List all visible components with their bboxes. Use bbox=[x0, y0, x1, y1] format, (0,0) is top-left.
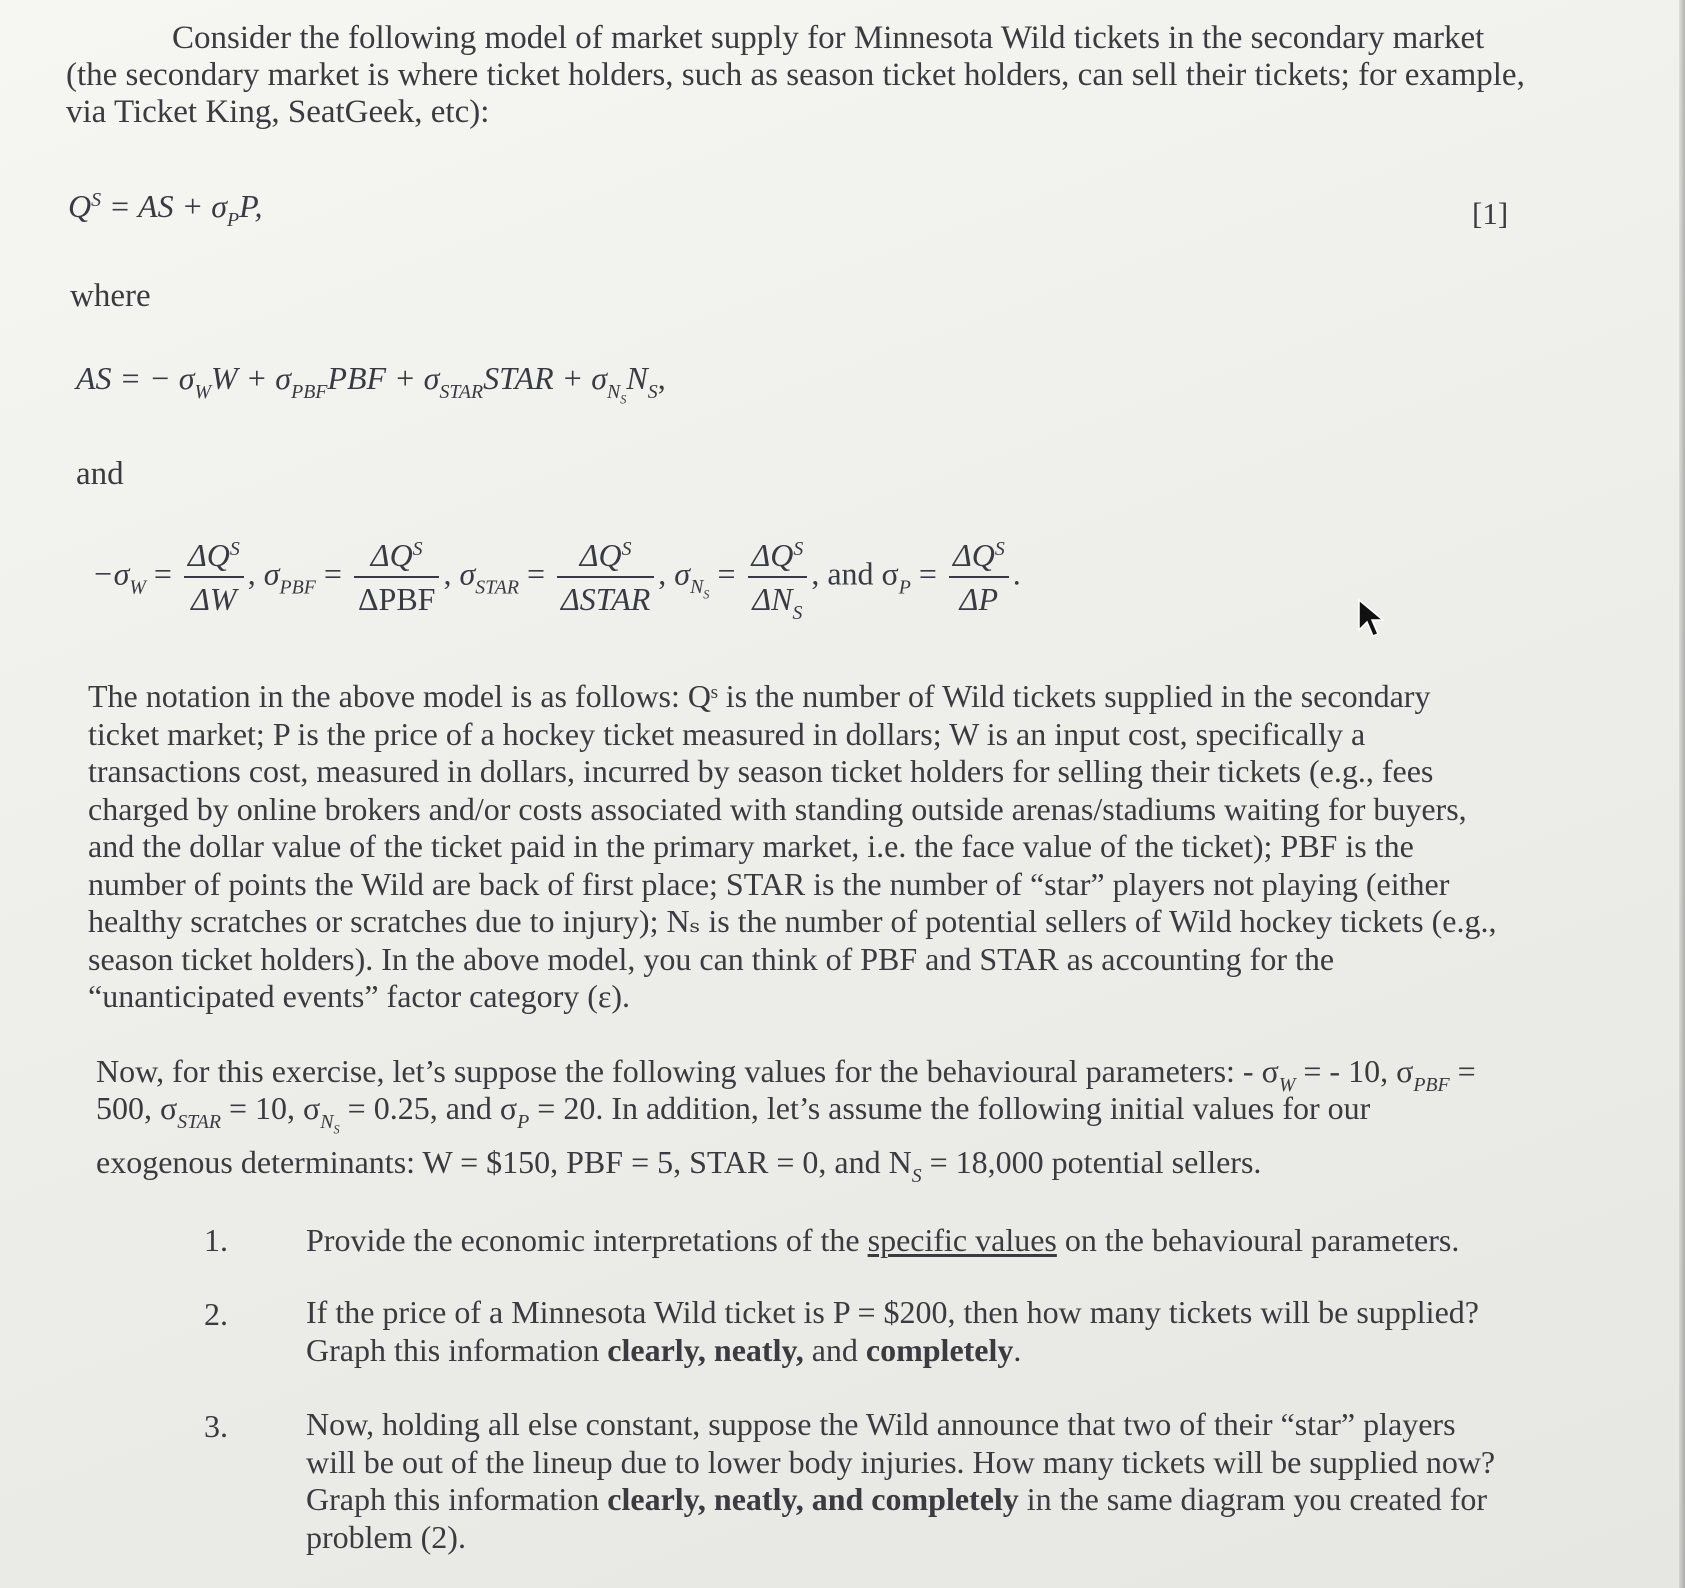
question-1-number: 1. bbox=[204, 1222, 228, 1258]
intro-paragraph: Consider the following model of market supply for Minnesota Wild tickets in the secondary market (the secondary market is where ticket holders, such as season ticket holders, can sell their tickets; for example, via Ticket King, SeatGeek, etc): bbox=[66, 20, 1525, 130]
exercise-line-1: Now, for this exercise, let’s suppose the following values for the behavioural parameters: - $\sigma_W$ = - 10, $\sigma_{PBF}$ = bbox=[96, 1053, 1476, 1096]
fraction-pbf: $\frac{\Delta Q^S}{\text{ΔPBF}}$ bbox=[354, 538, 440, 616]
equation-label: [1] bbox=[1472, 196, 1509, 231]
fraction-ns: $\frac{\Delta Q^S}{\Delta N_S}$ bbox=[748, 538, 808, 616]
fraction-w: $\frac{\Delta Q^S}{\Delta W}$ bbox=[184, 538, 244, 616]
fraction-p: $\frac{\Delta Q^S}{\Delta P}$ bbox=[949, 538, 1009, 616]
question-1-text: Provide the economic interpretations of the specific values on the behavioural parameters. bbox=[306, 1222, 1460, 1258]
fraction-star: $\frac{\Delta Q^S}{\text{ΔSTAR}}$ bbox=[557, 538, 654, 616]
where-label: where bbox=[70, 278, 151, 314]
question-3-number: 3. bbox=[204, 1408, 228, 1444]
as-equation: AS = − $\sigma_WW + \sigma_{PBF}PBF$ + $\sigma_{STAR}STAR + \sigma_{N_S}N_S$, bbox=[76, 360, 666, 407]
screen-edge bbox=[1679, 0, 1685, 1588]
and-label: and bbox=[76, 456, 124, 492]
exercise-line-3: exogenous determinants: W = $150, PBF = 5, STAR = 0, and $N_S = 18,000$ potential sellers. bbox=[96, 1144, 1262, 1187]
notation-paragraph: The notation in the above model is as follows: Qˢ is the number of Wild tickets supplied in the secondary ticket market; P is the price of a hockey ticket measured in dollars; W is an input cost, specifically a transactions cost, measured in dollars, incurred by season ticket holders for selling their tickets (e.g., fees charged by online brokers and/or costs associated with standing outside arenas/stadiums waiting for buyers, and the dollar value of the ticket paid in the primary market, i.e. the face value of the ticket); PBF is the number of points the Wild are back of first place; STAR is the number of “star” players not playing (either healthy scratches or scratches due to injury); Nₛ is the number of potential sellers of Wild hockey tickets (e.g., season ticket holders). In the above model, you can think of PBF and STAR as accounting for the “unanticipated events” factor category (ε). bbox=[88, 678, 1497, 1014]
supply-equation: $Q^S$ = AS + $\sigma_PP$, bbox=[68, 188, 263, 231]
question-2-number: 2. bbox=[204, 1296, 228, 1332]
exercise-line-2: 500, $\sigma_{STAR} = 10$, $\sigma_{N_S} = 0.25$, and $\sigma_P = 20$. In addition, let’s assume the following initial values for our bbox=[96, 1090, 1371, 1137]
question-3-text: Now, holding all else constant, suppose the Wild announce that two of their “star” players will be out of the lineup due to lower body injuries. How many tickets will be supplied now? Graph this information clearly, neatly, and completely in the same diagram you created for problem (2). bbox=[306, 1406, 1496, 1555]
question-2-text: If the price of a Minnesota Wild ticket is P = $200, then how many tickets will be supplied? Graph this information clearly, neatly, and completely. bbox=[306, 1294, 1479, 1368]
derivative-definitions: $-\sigma_W$ = $\frac{\Delta Q^S}{\Delta W}$ , $\sigma_{PBF}$ = $\frac{\Delta Q^S}{\text{ΔPBF}}$ , $\sigma_{STAR}$ = $\frac{\Delta Q^S}{\text{ΔSTAR}}$ , $\sigma_{N_S}$ = $\frac{\Delta Q^S}{\Delta N_S}$ , and $\sigma_P$ = $\frac{\Delta Q^S}{\Delta P}$ . bbox=[92, 537, 1021, 624]
mouse-pointer-icon bbox=[1357, 598, 1387, 643]
